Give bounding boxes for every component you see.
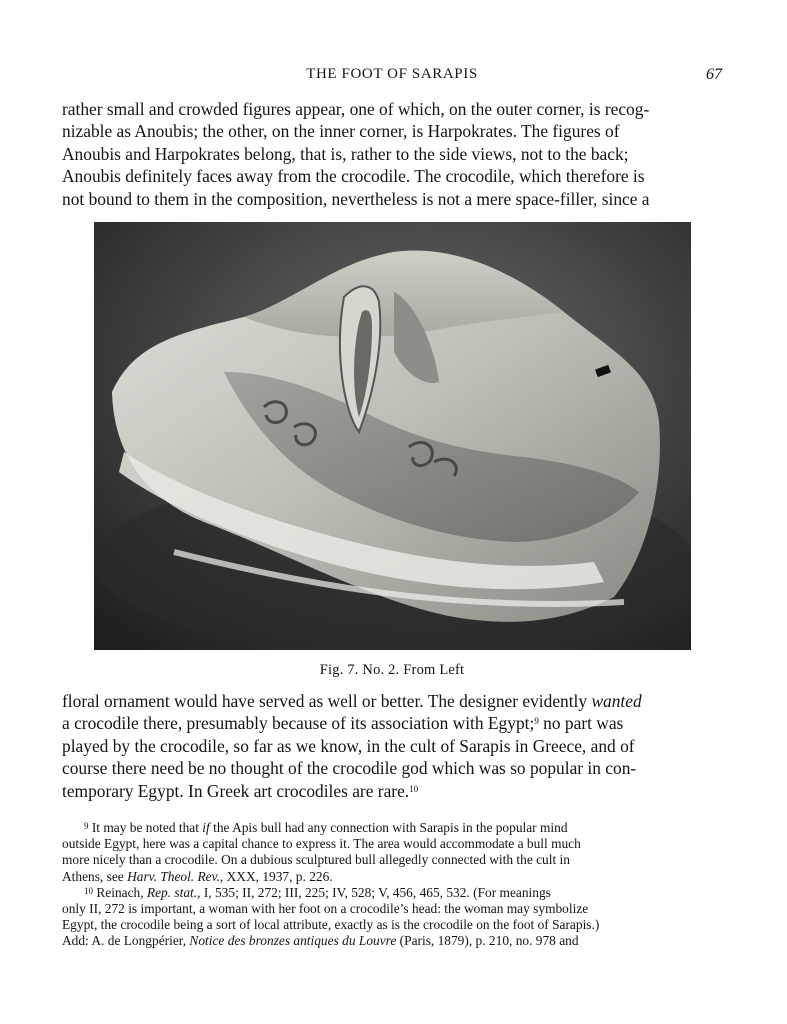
footnote-number: 10 [84, 885, 93, 896]
text-run: no part was [538, 713, 624, 734]
footnote-10-line [62, 933, 722, 949]
text-run: (Paris, 1879), p. 210, no. 978 and [396, 933, 579, 949]
text-run: It may be noted that [88, 820, 203, 835]
footnote-10-line [62, 885, 722, 901]
running-header [62, 66, 722, 88]
text-run: Add: A. de Longpérier, [62, 933, 190, 949]
text-run: temporary Egypt. In Greek art crocodiles are rare. [62, 780, 410, 801]
italic-run: Harv. Theol. Rev. [127, 868, 220, 884]
text-run: Athens, see [62, 868, 128, 884]
text-line [62, 780, 722, 802]
footnote-number: 9 [84, 821, 89, 831]
text-line: nizable as Anoubis; the other, on the inner corner, is Harpokrates. The figures of [62, 121, 620, 142]
footnote-9-line: more nicely than a crocodile. On a dubious sculptured bull allegedly connected with the cult in [62, 852, 570, 868]
footnote-10-line: Egypt, the crocodile being a sort of local attribute, exactly as is the crocodile on the foot of Sarapis.) [62, 917, 600, 933]
italic-run: if [202, 820, 210, 835]
text-line: Anoubis definitely faces away from the crocodile. The crocodile, which therefore is [62, 166, 645, 187]
text-run: a crocodile there, presumably because of its association with Egypt; [62, 713, 535, 734]
footnote-9-line: outside Egypt, here was a capital chance to express it. The area would accommodate a bull much [62, 836, 581, 852]
crocodile-foot-sculpture-image [94, 222, 691, 650]
page-number: 67 [706, 66, 722, 83]
text-line: not bound to them in the composition, nevertheless is not a mere space-filler, since a [62, 188, 650, 209]
italic-run: wanted [591, 691, 642, 711]
italic-run: Rep. stat. [146, 884, 198, 900]
italic-run: Notice des bronzes antiques du Louvre [189, 933, 397, 949]
text-line: rather small and crowded figures appear, one of which, on the outer corner, is recog- [62, 99, 650, 119]
footnote-ref-10[interactable]: 10 [409, 783, 419, 794]
text-line: Anoubis and Harpokrates belong, that is, rather to the side views, not to the back; [62, 143, 629, 164]
body-paragraph-2 [62, 690, 722, 802]
text-line: played by the crocodile, so far as we know, in the cult of Sarapis in Greece, and of [62, 735, 635, 756]
footnotes [62, 820, 722, 950]
running-title: THE FOOT OF SARAPIS [306, 66, 478, 82]
text-line [62, 712, 722, 734]
footnote-9-line [62, 820, 722, 836]
text-run: the Apis bull had any connection with Sarapis in the popular mind [209, 820, 568, 835]
text-run: , I, 535; II, 272; III, 225; IV, 528; V, 456, 465, 532. (For meanings [197, 884, 551, 900]
text-line: course there need be no thought of the crocodile god which was so popular in con- [62, 758, 637, 779]
footnote-ref-9[interactable]: 9 [534, 716, 539, 727]
body-paragraph-1 [62, 98, 722, 210]
footnote-9-line [62, 869, 722, 885]
text-run: floral ornament would have served as well or better. The designer evidently [62, 691, 592, 711]
text-run: Reinach, [93, 884, 147, 900]
footnote-10-line: only II, 272 is important, a woman with her foot on a crocodile’s head: the woman may symbolize [62, 900, 589, 916]
figure-caption: Fig. 7. No. 2. From Left [319, 662, 465, 678]
text-line [62, 690, 722, 712]
text-run: , XXX, 1937, p. 226. [219, 868, 333, 884]
figure-sculpture-photo [94, 222, 691, 650]
